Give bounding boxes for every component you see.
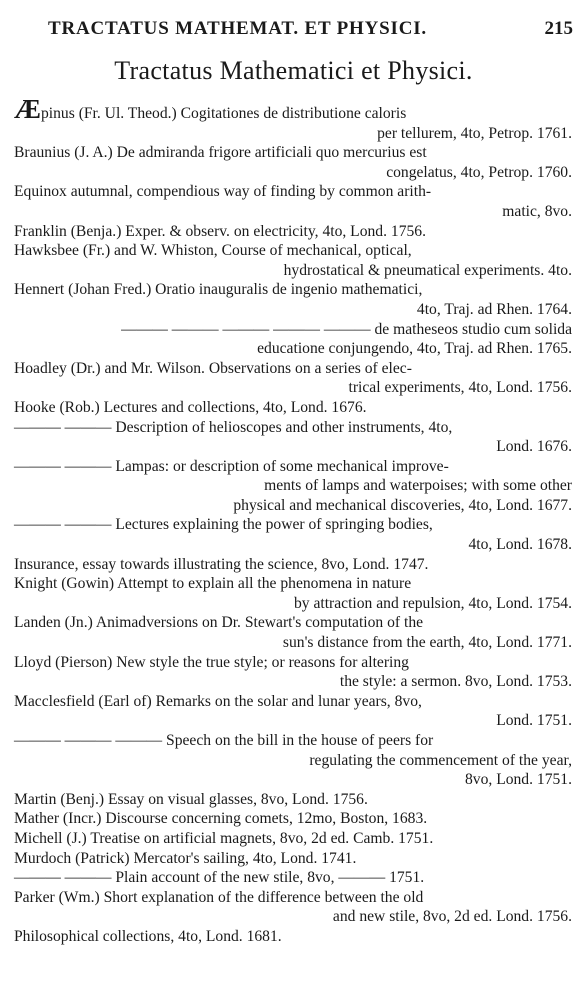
bibliography-entry xyxy=(14,849,572,869)
entry-line: matic, 8vo. xyxy=(502,202,572,220)
bibliography-entry xyxy=(14,418,572,457)
bibliography-entry xyxy=(14,94,572,143)
page-number: 215 xyxy=(544,18,573,39)
entry-line: Franklin (Benja.) Exper. & observ. on electricity, 4to, Lond. 1756. xyxy=(14,222,426,240)
entry-line: Hooke (Rob.) Lectures and collections, 4to, Lond. 1676. xyxy=(14,398,367,416)
entry-line: ——— ——— Description of helioscopes and other instruments, 4to, xyxy=(14,418,453,436)
entry-line: ——— ——— ——— Speech on the bill in the house of peers for xyxy=(14,732,434,749)
entry-line: the style: a sermon. 8vo, Lond. 1753. xyxy=(339,673,572,691)
bibliography-entry xyxy=(14,653,572,692)
entry-line: Insurance, essay towards illustrating the science, 8vo, Lond. 1747. xyxy=(14,555,429,573)
entry-text: pinus (Fr. Ul. Theod.) Cogitationes de distributione caloris xyxy=(41,105,407,122)
entry-line: Braunius (J. A.) De admiranda frigore artificiali quo mercurius est xyxy=(14,144,427,162)
entry-line: Philosophical collections, 4to, Lond. 1681. xyxy=(14,927,282,945)
entry-line: Hoadley (Dr.) and Mr. Wilson. Observations on a series of elec- xyxy=(14,359,412,377)
running-head xyxy=(0,18,587,46)
bibliography-entry xyxy=(14,731,572,790)
bibliography-entry xyxy=(14,868,572,888)
bibliography-entry xyxy=(14,574,572,613)
entry-line: physical and mechanical discoveries, 4to, Lond. 1677. xyxy=(233,496,572,514)
entry-line: Lond. 1676. xyxy=(496,438,572,456)
entry-line: Equinox autumnal, compendious way of finding by common arith- xyxy=(14,183,432,201)
entry-line: hydrostatical & pneumatical experiments. 4to. xyxy=(283,261,572,279)
bibliography-entry xyxy=(14,143,572,182)
entry-line: educatione conjungendo, 4to, Traj. ad Rhen. 1765. xyxy=(257,340,572,358)
bibliography-entry xyxy=(14,457,572,516)
entry-line: ments of lamps and waterpoises; with some other xyxy=(264,477,572,495)
entry-line: Macclesfield (Earl of) Remarks on the solar and lunar years, 8vo, xyxy=(14,692,422,710)
bibliography-entry xyxy=(14,359,572,398)
entry-line: Hawksbee (Fr.) and W. Whiston, Course of mechanical, optical, xyxy=(14,242,412,260)
bibliography-entry xyxy=(14,241,572,280)
bibliography-entry xyxy=(14,809,572,829)
bibliography-entry xyxy=(14,398,572,418)
bibliography-entry xyxy=(14,515,572,554)
bibliography-entry xyxy=(14,613,572,652)
entry-line: by attraction and repulsion, 4to, Lond. 1754. xyxy=(293,594,572,612)
entry-line: ——— ——— Plain account of the new stile, 8vo, ——— 1751. xyxy=(14,869,425,887)
entry-line: Lloyd (Pierson) New style the true style; or reasons for altering xyxy=(14,653,409,671)
entry-line: Hennert (Johan Fred.) Oratio inauguralis de ingenio mathematici, xyxy=(14,281,423,299)
section-title: Tractatus Mathematici et Physici. xyxy=(114,56,473,85)
bibliography-entry xyxy=(14,829,572,849)
entry-line: Parker (Wm.) Short explanation of the difference between the old xyxy=(14,888,424,906)
entry-line: Knight (Gowin) Attempt to explain all the phenomena in nature xyxy=(14,575,412,593)
entry-line: ——— ——— ——— ——— ——— de matheseos studio cum solida xyxy=(121,320,572,338)
entry-line: trical experiments, 4to, Lond. 1756. xyxy=(348,379,572,397)
bibliography-list xyxy=(14,94,572,947)
bibliography-entry xyxy=(14,222,572,242)
entry-line: 4to, Traj. ad Rhen. 1764. xyxy=(416,300,572,318)
entry-line: 4to, Lond. 1678. xyxy=(468,536,572,554)
entry-line xyxy=(14,94,572,124)
running-head-title: TRACTATUS MATHEMAT. ET PHYSICI. xyxy=(48,18,427,39)
bibliography-entry xyxy=(14,927,572,947)
entry-line: Martin (Benj.) Essay on visual glasses, 8vo, Lond. 1756. xyxy=(14,790,368,808)
bibliography-entry xyxy=(14,555,572,575)
bibliography-entry xyxy=(14,790,572,810)
bibliography-entry xyxy=(14,320,572,359)
entry-line: regulating the commencement of the year, xyxy=(309,751,572,769)
entry-line: ——— ——— Lampas: or description of some mechanical improve- xyxy=(14,457,449,475)
entry-line: per tellurem, 4to, Petrop. 1761. xyxy=(377,124,572,142)
bibliography-entry xyxy=(14,182,572,221)
drop-capital: Æ xyxy=(14,94,41,124)
bibliography-entry xyxy=(14,280,572,319)
entry-line: and new stile, 8vo, 2d ed. Lond. 1756. xyxy=(332,908,572,926)
bibliography-entry xyxy=(14,888,572,927)
entry-line: Mather (Incr.) Discourse concerning comets, 12mo, Boston, 1683. xyxy=(14,810,428,828)
entry-line: sun's distance from the earth, 4to, Lond. 1771. xyxy=(282,634,572,652)
entry-line: Murdoch (Patrick) Mercator's sailing, 4to, Lond. 1741. xyxy=(14,849,357,867)
entry-line: 8vo, Lond. 1751. xyxy=(465,771,572,789)
entry-line: Landen (Jn.) Animadversions on Dr. Stewart's computation of the xyxy=(14,614,424,632)
entry-line: congelatus, 4to, Petrop. 1760. xyxy=(386,163,572,181)
entry-line: Lond. 1751. xyxy=(496,712,572,730)
bibliography-entry xyxy=(14,692,572,731)
entry-line: ——— ——— Lectures explaining the power of springing bodies, xyxy=(14,516,433,534)
entry-line: Michell (J.) Treatise on artificial magnets, 8vo, 2d ed. Camb. 1751. xyxy=(14,829,434,847)
